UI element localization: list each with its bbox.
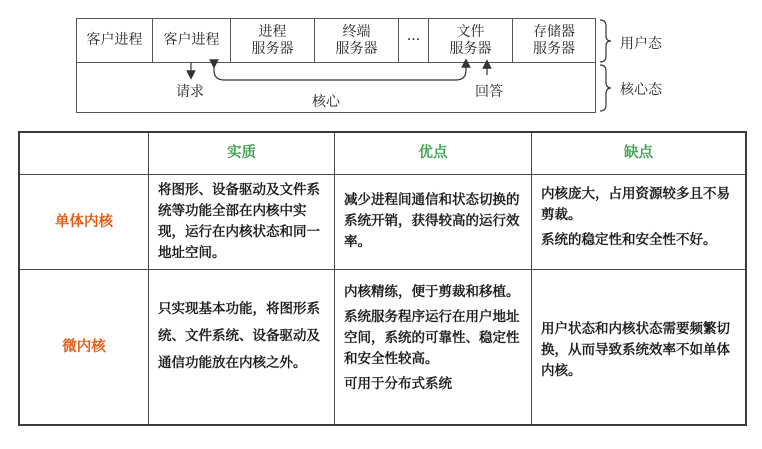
header-pros: 优点 xyxy=(418,145,448,161)
monolithic-essence xyxy=(149,180,334,264)
kernel-label: 核心 xyxy=(312,94,340,110)
cell-label: 文件 xyxy=(456,23,485,40)
kernel-comparison-table xyxy=(18,131,747,426)
monolithic-cons xyxy=(532,184,745,251)
cell-text: 系统的稳定性和安全性不好。 xyxy=(541,232,717,248)
cell-label: 服务器 xyxy=(449,40,492,57)
cell-label: 进程 xyxy=(258,23,287,40)
reply-label: 回答 xyxy=(475,84,503,100)
row-header-monolithic: 单体内核 xyxy=(55,213,113,230)
user-mode-brace xyxy=(600,20,611,62)
request-label: 请求 xyxy=(176,84,204,100)
row-header-microkernel: 微内核 xyxy=(62,338,106,355)
cell-label: 客户进程 xyxy=(163,32,220,48)
cell-label: 服务器 xyxy=(251,40,294,57)
cell-text: 系统服务程序运行在用户地址空间，系统的可靠性、稳定性和安全性较高。 xyxy=(344,309,520,367)
cell-text: 减少进程间通信和状态切换的系统开销，获得较高的运行效率。 xyxy=(344,192,520,250)
column-divider xyxy=(148,133,149,424)
kernel-mode-brace xyxy=(600,65,611,111)
cell-text: 将图形、设备驱动及文件系统等功能全部在内核中实现，运行在内核状态和同一地址空间。 xyxy=(158,182,320,261)
microkernel-pros xyxy=(335,282,531,395)
cell-text: 内核精练，便于剪裁和移植。 xyxy=(344,284,520,300)
monolithic-pros xyxy=(335,190,531,253)
header-cons: 缺点 xyxy=(624,145,653,161)
cell-label: 存储器 xyxy=(533,23,575,40)
kernel-mode-label: 核心态 xyxy=(620,82,662,98)
cell-label: ··· xyxy=(406,32,421,48)
user-mode-label: 用户态 xyxy=(620,36,662,52)
cell-label: 服务器 xyxy=(335,40,378,57)
microkernel-essence xyxy=(149,296,334,377)
cell-text: 内核庞大，占用资源较多且不易剪裁。 xyxy=(541,186,730,223)
kernel-route-arrow xyxy=(214,63,466,80)
cell-label: 服务器 xyxy=(533,40,575,57)
cell-text: 可用于分布式系统 xyxy=(344,376,452,392)
cell-label: 客户进程 xyxy=(86,32,143,48)
microkernel-cons xyxy=(532,319,745,382)
message-arrows xyxy=(0,0,762,125)
cell-label: 终端 xyxy=(342,23,371,40)
cell-text: 只实现基本功能，将图形系统、文件系统、设备驱动及通信功能放在内核之外。 xyxy=(158,301,320,371)
header-essence: 实质 xyxy=(227,145,256,161)
microkernel-diagram xyxy=(0,0,762,125)
cell-text: 用户状态和内核状态需要频繁切换，从而导致系统效率不如单体内核。 xyxy=(541,321,730,379)
